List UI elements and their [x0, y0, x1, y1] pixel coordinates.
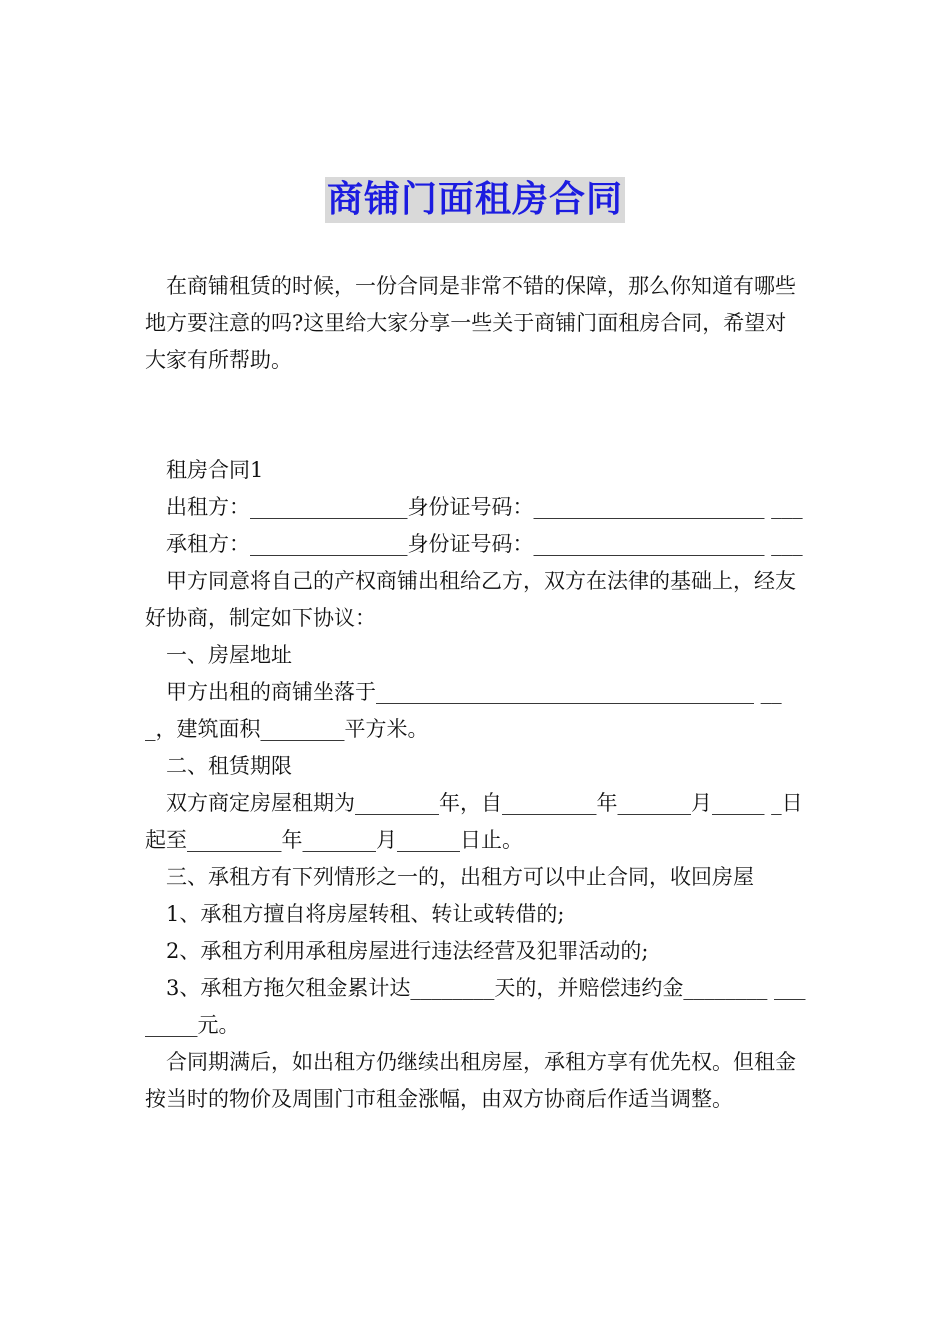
intro-section: [145, 268, 807, 379]
section-2-title: 二、租赁期限: [166, 754, 292, 778]
section-1-title: 一、房屋地址: [166, 643, 292, 667]
contract-heading: 租房合同1: [166, 458, 264, 482]
agreement-paragraph: 甲方同意将自己的产权商铺出租给乙方，双方在法律的基础上，经友好协商，制定如下协议：: [145, 569, 796, 630]
intro-paragraph: 在商铺租赁的时候，一份合同是非常不错的保障，那么你知道有哪些地方要注意的吗?这里给大家分享一些关于商铺门面租房合同，希望对大家有所帮助。: [145, 274, 796, 372]
section-3-title: 三、承租方有下列情形之一的，出租方可以中止合同，收回房屋: [166, 865, 754, 889]
section-1-text: 甲方出租的商铺坐落于____________________________________ ___，建筑面积________平方米。: [145, 680, 782, 741]
section-2-text: 双方商定房屋租期为________年，自_________年_______月_____ _日起至_________年_______月______日止。: [145, 791, 803, 852]
item-1: 1、承租方擅自将房屋转租、转让或转借的;: [166, 902, 565, 926]
title-wrapper: [0, 177, 950, 223]
renewal-paragraph: 合同期满后，如出租方仍继续出租房屋，承租方享有优先权。但租金按当时的物价及周围门市租金涨幅，由双方协商后作适当调整。: [145, 1050, 796, 1111]
item-2: 2、承租方利用承租房屋进行违法经营及犯罪活动的;: [166, 939, 649, 963]
lessee-line: 承租方：_______________身份证号码：______________________ ___: [166, 532, 803, 556]
lessor-line: 出租方：_______________身份证号码：______________________ ___: [166, 495, 803, 519]
contract-section: [145, 452, 807, 1118]
document-title: 商铺门面租房合同: [325, 177, 625, 223]
item-3: 3、承租方拖欠租金累计达________天的，并赔偿违约金________ ________元。: [145, 976, 806, 1037]
